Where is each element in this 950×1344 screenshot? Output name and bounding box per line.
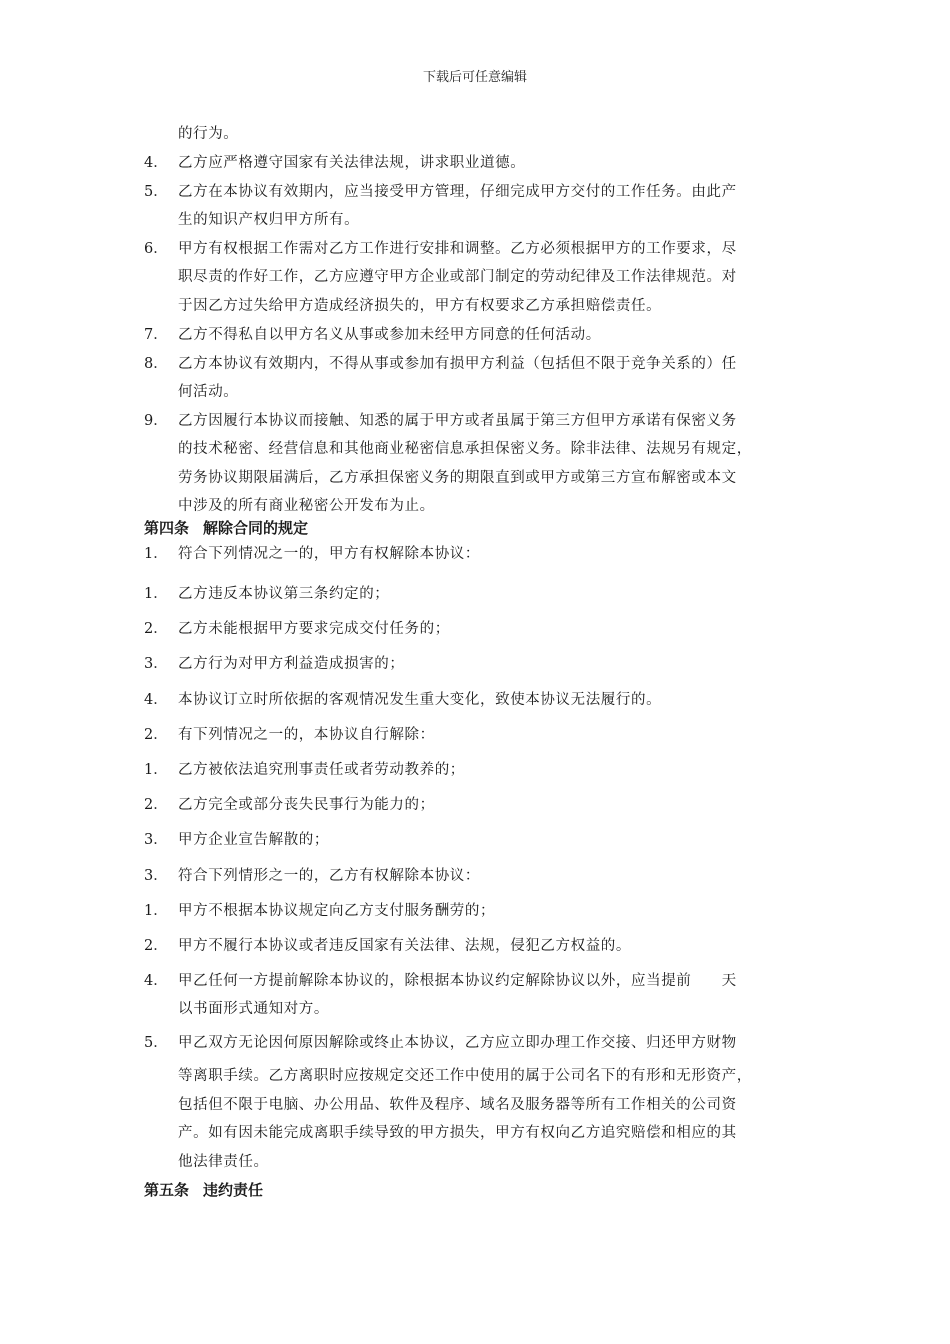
list-item-text: 乙方不得私自以甲方名义从事或参加未经甲方同意的任何活动。: [178, 327, 601, 343]
list-item-number: 6．: [144, 241, 168, 257]
list-item-text: 何活动。: [178, 384, 239, 400]
list-item-continuation: [0, 437, 950, 461]
list-item-text: 乙方本协议有效期内，不得从事或参加有损甲方利益（包括但不限于竞争关系的）任: [178, 356, 737, 372]
list-item-continuation: [0, 1093, 950, 1117]
list-item-number: 1．: [144, 546, 168, 562]
list-item: [0, 1031, 950, 1055]
section-title: 解除合同的规定: [203, 519, 309, 537]
list-item-text: 乙方完全或部分丧失民事行为能力的；: [178, 797, 435, 813]
section-heading: [144, 1178, 263, 1202]
list-item: [0, 899, 950, 923]
list-item-continuation: [0, 265, 950, 289]
list-item-text: 符合下列情形之一的，乙方有权解除本协议：: [178, 868, 480, 884]
list-item-text: 包括但不限于电脑、办公用品、软件及程序、域名及服务器等所有工作相关的公司资: [178, 1097, 737, 1113]
list-item-number: 3．: [144, 656, 168, 672]
list-item-text: 甲方有权根据工作需对乙方工作进行安排和调整。乙方必须根据甲方的工作要求，尽: [178, 241, 737, 257]
list-item-continuation: [0, 122, 950, 146]
list-item: [0, 864, 950, 888]
list-item-continuation: [0, 208, 950, 232]
list-item-text: 乙方行为对甲方利益造成损害的；: [178, 656, 405, 672]
list-item-number: 1．: [144, 903, 168, 919]
list-item-number: 3．: [144, 832, 168, 848]
list-item-text: 产。如有因未能完成离职手续导致的甲方损失，甲方有权向乙方追究赔偿和相应的其: [178, 1125, 737, 1141]
list-item: [0, 758, 950, 782]
list-item: [0, 617, 950, 641]
list-item: [0, 323, 950, 347]
list-item-text: 的技术秘密、经营信息和其他商业秘密信息承担保密义务。除非法律、法规另有规定，: [178, 441, 752, 457]
list-item: [0, 542, 950, 566]
list-item-text: 等离职手续。乙方离职时应按规定交还工作中使用的属于公司名下的有形和无形资产，: [178, 1068, 752, 1084]
list-item-text: 乙方应严格遵守国家有关法律法规，讲求职业道德。: [178, 155, 526, 171]
list-item: [0, 409, 950, 433]
list-item-number: 1．: [144, 586, 168, 602]
list-item: [0, 352, 950, 376]
list-item-continuation: [0, 494, 950, 518]
list-item-number: 2．: [144, 621, 168, 637]
list-item-text: 乙方被依法追究刑事责任或者劳动教养的；: [178, 762, 465, 778]
list-item-text: 甲方不根据本协议规定向乙方支付服务酬劳的；: [178, 903, 496, 919]
list-item: [0, 688, 950, 712]
list-item-number: 1．: [144, 762, 168, 778]
list-item-text: 本协议订立时所依据的客观情况发生重大变化，致使本协议无法履行的。: [178, 692, 662, 708]
list-item-text: 劳务协议期限届满后，乙方承担保密义务的期限直到或甲方或第三方宣布解密或本文: [178, 470, 737, 486]
list-item-continuation: [0, 997, 950, 1021]
list-item-text: 乙方因履行本协议而接触、知悉的属于甲方或者虽属于第三方但甲方承诺有保密义务: [178, 413, 737, 429]
list-item-text: 甲乙任何一方提前解除本协议的，除根据本协议约定解除协议以外，应当提前 天: [178, 973, 737, 989]
list-item: [0, 180, 950, 204]
list-item-number: 2．: [144, 938, 168, 954]
list-item: [0, 582, 950, 606]
page-header: 下载后可任意编辑: [422, 70, 527, 85]
list-item-text: 的行为。: [178, 126, 239, 142]
list-item-continuation: [0, 380, 950, 404]
list-item-text: 甲方企业宣告解散的；: [178, 832, 329, 848]
list-item-text: 乙方未能根据甲方要求完成交付任务的；: [178, 621, 450, 637]
list-item-number: 2．: [144, 797, 168, 813]
list-item-text: 乙方在本协议有效期内，应当接受甲方管理，仔细完成甲方交付的工作任务。由此产: [178, 184, 737, 200]
list-item-number: 3．: [144, 868, 168, 884]
list-item: [0, 969, 950, 993]
section-label: 第五条: [144, 1181, 190, 1199]
list-item-number: 5．: [144, 184, 168, 200]
list-item-text: 中涉及的所有商业秘密公开发布为止。: [178, 498, 435, 514]
section-title: 违约责任: [203, 1181, 264, 1199]
list-item: [0, 151, 950, 175]
list-item-text: 他法律责任。: [178, 1154, 269, 1170]
section-heading: [144, 516, 308, 540]
list-item-continuation: [0, 1150, 950, 1174]
list-item-text: 于因乙方过失给甲方造成经济损失的，甲方有权要求乙方承担赔偿责任。: [178, 298, 662, 314]
section-label: 第四条: [144, 519, 190, 537]
list-item-number: 8．: [144, 356, 168, 372]
list-item-continuation: [0, 294, 950, 318]
list-item-text: 符合下列情况之一的，甲方有权解除本协议：: [178, 546, 480, 562]
list-item-number: 7．: [144, 327, 168, 343]
list-item-text: 乙方违反本协议第三条约定的；: [178, 586, 390, 602]
list-item: [0, 237, 950, 261]
list-item-number: 4．: [144, 692, 168, 708]
list-item-number: 5．: [144, 1035, 168, 1051]
list-item-text: 以书面形式通知对方。: [178, 1001, 329, 1017]
list-item: [0, 723, 950, 747]
list-item-text: 职尽责的作好工作，乙方应遵守甲方企业或部门制定的劳动纪律及工作法律规范。对: [178, 269, 737, 285]
list-item-text: 甲方不履行本协议或者违反国家有关法律、法规，侵犯乙方权益的。: [178, 938, 631, 954]
list-item-text: 生的知识产权归甲方所有。: [178, 212, 360, 228]
list-item: [0, 828, 950, 852]
list-item-number: 2．: [144, 727, 168, 743]
list-item-continuation: [0, 1064, 950, 1088]
list-item: [0, 793, 950, 817]
list-item-number: 9．: [144, 413, 168, 429]
list-item: [0, 934, 950, 958]
list-item-continuation: [0, 1121, 950, 1145]
list-item-text: 有下列情况之一的，本协议自行解除：: [178, 727, 435, 743]
list-item-number: 4．: [144, 155, 168, 171]
list-item: [0, 652, 950, 676]
list-item-continuation: [0, 466, 950, 490]
list-item-number: 4．: [144, 973, 168, 989]
list-item-text: 甲乙双方无论因何原因解除或终止本协议，乙方应立即办理工作交接、归还甲方财物: [178, 1035, 737, 1051]
